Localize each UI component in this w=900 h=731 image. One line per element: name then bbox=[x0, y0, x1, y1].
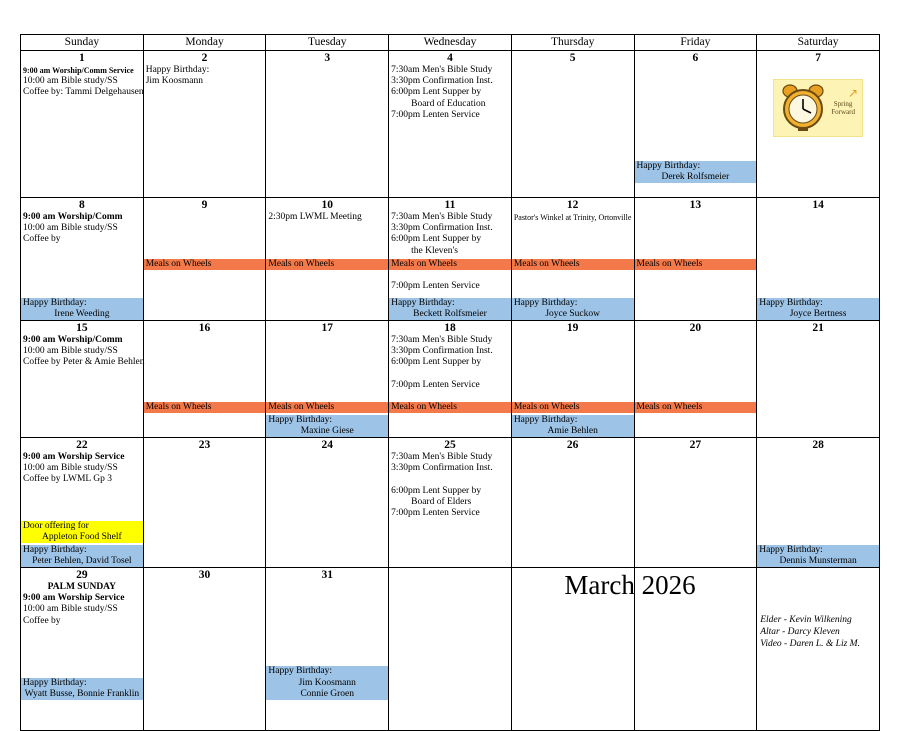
calendar-day-cell[interactable] bbox=[389, 198, 512, 321]
band-line: Happy Birthday: bbox=[268, 414, 332, 425]
day-content bbox=[512, 452, 634, 567]
day-event: 9:00 am Worship/Comm bbox=[23, 335, 123, 345]
day-event: 7:30am Men's Bible Study bbox=[391, 335, 493, 345]
day-event: Jim Koosmann bbox=[145, 76, 203, 87]
day-event: 7:00pm Lenten Service bbox=[391, 508, 480, 519]
meals-on-wheels-band bbox=[144, 402, 266, 413]
day-content bbox=[266, 212, 388, 320]
day-number: 23 bbox=[198, 439, 211, 451]
band-line: Happy Birthday: bbox=[391, 297, 455, 308]
band-line: Happy Birthday: bbox=[759, 544, 823, 555]
day-content bbox=[757, 452, 879, 567]
calendar-day-cell[interactable] bbox=[389, 568, 512, 731]
day-number: 4 bbox=[447, 52, 453, 64]
band-line: Meals on Wheels bbox=[268, 258, 335, 269]
meals-on-wheels-band bbox=[144, 259, 266, 270]
calendar-day-cell[interactable] bbox=[21, 198, 144, 321]
day-event: 7:00pm Lenten Service bbox=[391, 109, 480, 120]
day-event: Board of Education bbox=[411, 98, 486, 109]
day-content bbox=[512, 65, 634, 183]
day-event bbox=[389, 474, 511, 485]
birthday-band bbox=[757, 545, 879, 567]
day-content bbox=[144, 65, 266, 183]
day-content bbox=[757, 212, 879, 320]
day-number: 6 bbox=[692, 52, 699, 64]
day-event: Pastor's Winkel at Trinity, Ortonville bbox=[513, 213, 632, 222]
service-assignments bbox=[757, 612, 879, 652]
spring-forward-label: Spring Forward bbox=[831, 100, 855, 116]
day-content bbox=[21, 212, 143, 320]
door-offering-note bbox=[21, 521, 143, 543]
band-line: Joyce Suckow bbox=[545, 308, 600, 319]
day-event: 7:00pm Lenten Service bbox=[391, 379, 480, 390]
band-line: Appleton Food Shelf bbox=[42, 531, 122, 542]
band-line: Meals on Wheels bbox=[513, 258, 580, 269]
day-content bbox=[21, 335, 143, 437]
birthday-band bbox=[635, 161, 757, 183]
band-line: Amie Behlen bbox=[547, 425, 598, 436]
band-line: Meals on Wheels bbox=[391, 401, 457, 412]
calendar-day-cell[interactable] bbox=[143, 568, 266, 731]
calendar-day-cell[interactable] bbox=[757, 198, 880, 321]
day-number: 27 bbox=[689, 439, 702, 451]
day-event: the Kleven's bbox=[411, 245, 458, 256]
day-event: 9:00 am Worship/Comm Service bbox=[23, 66, 134, 75]
day-number: 2 bbox=[201, 52, 208, 64]
day-number: 30 bbox=[198, 569, 211, 581]
day-event: Coffee by: Tammi Delgehausen bbox=[23, 87, 144, 98]
day-event: 10:00 am Bible study/SS bbox=[23, 346, 118, 357]
calendar-day-cell[interactable] bbox=[21, 438, 144, 568]
band-line: Happy Birthday: bbox=[23, 677, 87, 688]
day-content bbox=[757, 335, 879, 437]
day-event: 10:00 am Bible study/SS bbox=[23, 223, 118, 234]
day-content bbox=[389, 582, 511, 700]
meals-on-wheels-band bbox=[389, 259, 511, 270]
assignment-line: Altar - Darcy Kleven bbox=[760, 627, 840, 637]
day-event: 6:00pm Lent Supper by bbox=[391, 357, 482, 368]
calendar-day-cell[interactable] bbox=[21, 321, 144, 438]
calendar-day-cell[interactable] bbox=[511, 321, 634, 438]
band-line: Meals on Wheels bbox=[145, 258, 212, 269]
calendar-day-cell[interactable] bbox=[266, 198, 389, 321]
band-line: Jim Koosmann bbox=[298, 677, 356, 688]
birthday-band bbox=[21, 678, 143, 700]
day-event: 7:30am Men's Bible Study bbox=[391, 212, 493, 222]
calendar-day-cell[interactable] bbox=[143, 321, 266, 438]
day-number: 10 bbox=[321, 199, 333, 211]
calendar-week-row bbox=[21, 568, 880, 731]
calendar-day-cell[interactable] bbox=[266, 321, 389, 438]
day-number: 31 bbox=[321, 569, 333, 581]
day-number: 25 bbox=[444, 439, 456, 451]
band-line: Connie Groen bbox=[300, 688, 355, 699]
day-number: 29 bbox=[76, 569, 88, 581]
calendar-table bbox=[20, 34, 880, 731]
day-number: 17 bbox=[321, 322, 333, 334]
birthday-band bbox=[21, 298, 143, 320]
day-content bbox=[635, 212, 757, 320]
calendar-day-cell[interactable] bbox=[634, 321, 757, 438]
day-event bbox=[389, 369, 511, 380]
day-content bbox=[757, 612, 879, 730]
calendar-day-cell[interactable] bbox=[757, 438, 880, 568]
weekday-header-wednesday: Wednesday bbox=[389, 35, 512, 51]
day-content bbox=[635, 452, 757, 567]
day-content bbox=[635, 335, 757, 437]
day-number: 1 bbox=[78, 52, 85, 64]
day-number: 7 bbox=[815, 52, 821, 64]
meals-on-wheels-band bbox=[389, 402, 511, 413]
birthday-band bbox=[512, 298, 634, 320]
day-event: 3:30pm Confirmation Inst. bbox=[391, 76, 493, 87]
calendar-day-cell[interactable] bbox=[143, 438, 266, 568]
day-content bbox=[757, 79, 879, 197]
meals-on-wheels-band bbox=[266, 402, 388, 413]
day-content bbox=[389, 335, 511, 437]
day-content bbox=[144, 582, 266, 700]
day-event: Coffee by LWML Gp 3 bbox=[23, 474, 112, 485]
day-number: 18 bbox=[444, 322, 456, 334]
calendar-day-cell[interactable] bbox=[143, 198, 266, 321]
day-content bbox=[144, 452, 266, 567]
birthday-band bbox=[512, 415, 634, 437]
band-line: Dennis Munsterman bbox=[779, 555, 857, 566]
calendar-day-cell[interactable] bbox=[266, 568, 389, 731]
band-line: Happy Birthday: bbox=[268, 666, 332, 677]
day-number: 19 bbox=[566, 322, 579, 334]
day-number: 3 bbox=[324, 52, 331, 64]
day-event: 7:30am Men's Bible Study bbox=[391, 452, 493, 462]
day-number: 8 bbox=[78, 199, 85, 211]
day-event: Coffee by bbox=[23, 234, 61, 245]
day-content bbox=[21, 65, 143, 183]
band-line: Maxine Giese bbox=[300, 425, 354, 436]
band-line: Peter Behlen, David Tosel bbox=[32, 555, 132, 566]
day-number: 15 bbox=[76, 322, 88, 334]
weekday-header-thursday: Thursday bbox=[511, 35, 634, 51]
day-content bbox=[389, 452, 511, 567]
day-event: PALM SUNDAY bbox=[47, 582, 117, 592]
calendar-day-cell[interactable] bbox=[389, 321, 512, 438]
day-number bbox=[389, 568, 511, 582]
weekday-header-friday: Friday bbox=[634, 35, 757, 51]
day-number: 11 bbox=[444, 199, 456, 211]
calendar-day-cell[interactable] bbox=[757, 51, 880, 198]
day-number: 28 bbox=[812, 439, 824, 451]
day-content bbox=[144, 212, 266, 320]
calendar-day-cell[interactable] bbox=[389, 438, 512, 568]
calendar-day-cell[interactable] bbox=[634, 51, 757, 198]
meals-on-wheels-band bbox=[512, 259, 634, 270]
calendar-day-cell[interactable] bbox=[634, 198, 757, 321]
weekday-header-tuesday: Tuesday bbox=[266, 35, 389, 51]
alarm-clock-icon bbox=[778, 82, 828, 132]
day-content bbox=[266, 335, 388, 437]
calendar-day-cell[interactable] bbox=[389, 51, 512, 198]
band-line: Beckett Rolfsmeier bbox=[413, 308, 487, 319]
band-line: Joyce Bertness bbox=[789, 308, 847, 319]
day-content bbox=[144, 335, 266, 437]
day-event: 2:30pm LWML Meeting bbox=[268, 212, 362, 222]
day-event: 6:00pm Lent Supper by bbox=[391, 87, 482, 98]
day-number: 21 bbox=[812, 322, 824, 334]
weekday-header-saturday: Saturday bbox=[757, 35, 880, 51]
day-number: 5 bbox=[569, 52, 576, 64]
day-content bbox=[21, 452, 143, 567]
band-line: Meals on Wheels bbox=[391, 258, 457, 269]
band-line: Happy Birthday: bbox=[636, 160, 701, 171]
page-title: March 2026 bbox=[564, 570, 696, 600]
band-line: 7:00pm Lenten Service bbox=[391, 280, 480, 291]
day-number: 16 bbox=[198, 322, 211, 334]
meals-on-wheels-band bbox=[512, 402, 634, 413]
calendar-day-cell[interactable] bbox=[266, 51, 389, 198]
day-number: 24 bbox=[321, 439, 333, 451]
day-content bbox=[512, 335, 634, 437]
day-number: 14 bbox=[812, 199, 824, 211]
band-line: Meals on Wheels bbox=[636, 258, 703, 269]
day-content bbox=[389, 65, 511, 183]
day-number: 26 bbox=[566, 439, 579, 451]
band-line: Happy Birthday: bbox=[23, 297, 87, 308]
band-line: Happy Birthday: bbox=[513, 297, 578, 308]
band-line: Meals on Wheels bbox=[636, 401, 703, 412]
calendar-week-row bbox=[21, 198, 880, 321]
band-line: Meals on Wheels bbox=[145, 401, 212, 412]
calendar-day-cell[interactable] bbox=[511, 438, 634, 568]
day-event: Board of Elders bbox=[411, 496, 472, 507]
band-line: Wyatt Busse, Bonnie Franklin bbox=[24, 688, 140, 699]
day-content bbox=[635, 65, 757, 183]
day-content bbox=[21, 582, 143, 700]
calendar-day-cell[interactable] bbox=[143, 51, 266, 198]
day-number: 20 bbox=[689, 322, 702, 334]
calendar-day-cell[interactable] bbox=[21, 51, 144, 198]
day-event: 3:30pm Confirmation Inst. bbox=[391, 223, 493, 234]
calendar-week-row bbox=[21, 51, 880, 198]
calendar-body bbox=[21, 51, 880, 731]
calendar-day-cell[interactable] bbox=[21, 568, 144, 731]
day-event: 10:00 am Bible study/SS bbox=[23, 463, 118, 474]
calendar-day-cell[interactable] bbox=[266, 438, 389, 568]
weekday-header-sunday: Sunday bbox=[21, 35, 144, 51]
day-content bbox=[266, 582, 388, 700]
day-event: 10:00 am Bible study/SS bbox=[23, 76, 118, 87]
calendar-day-cell[interactable] bbox=[511, 198, 634, 321]
meals-on-wheels-band bbox=[635, 402, 757, 413]
birthday-band bbox=[389, 298, 511, 320]
meals-on-wheels-band bbox=[266, 259, 388, 270]
day-number: 12 bbox=[566, 199, 579, 211]
day-event: 6:00pm Lent Supper by bbox=[391, 234, 482, 245]
band-line: Happy Birthday: bbox=[513, 414, 578, 425]
day-number: 13 bbox=[689, 199, 702, 211]
band-line: Meals on Wheels bbox=[268, 401, 335, 412]
band-line: Meals on Wheels bbox=[513, 401, 580, 412]
birthday-band bbox=[266, 415, 388, 437]
calendar-day-cell[interactable] bbox=[511, 51, 634, 198]
day-number bbox=[757, 568, 879, 582]
day-content bbox=[389, 212, 511, 320]
day-content bbox=[512, 212, 634, 320]
band-line: Door offering for bbox=[23, 520, 89, 531]
weekday-header-monday: Monday bbox=[143, 35, 266, 51]
day-event: Coffee by Peter & Amie Behlen bbox=[23, 357, 145, 368]
day-event: 3:30pm Confirmation Inst. bbox=[391, 346, 493, 357]
day-event: 3:30pm Confirmation Inst. bbox=[391, 463, 493, 474]
band-line: Derek Rolfsmeier bbox=[661, 171, 730, 182]
day-number: 9 bbox=[201, 199, 208, 211]
band-line: Happy Birthday: bbox=[23, 544, 87, 555]
calendar-day-cell[interactable] bbox=[634, 438, 757, 568]
day-content bbox=[266, 65, 388, 183]
assignment-line: Video - Daren L. & Liz M. bbox=[760, 639, 860, 649]
birthday-band bbox=[21, 545, 143, 567]
day-event: Coffee by bbox=[23, 615, 61, 626]
day-content bbox=[266, 452, 388, 567]
day-event: 9:00 am Worship Service bbox=[23, 593, 125, 604]
calendar-day-cell[interactable] bbox=[757, 568, 880, 731]
meals-on-wheels-band bbox=[635, 259, 757, 270]
band-line: Irene Weeding bbox=[54, 308, 110, 319]
arrow-up-icon: ↗ bbox=[848, 86, 859, 100]
day-event: Happy Birthday: bbox=[145, 65, 210, 75]
day-number: 22 bbox=[76, 439, 88, 451]
day-event: 9:00 am Worship Service bbox=[23, 452, 125, 462]
day-event: 6:00pm Lent Supper by bbox=[391, 485, 482, 496]
calendar-day-cell[interactable] bbox=[757, 321, 880, 438]
spring-forward-graphic bbox=[773, 79, 863, 137]
day-event: 9:00 am Worship/Comm bbox=[23, 212, 123, 222]
assignment-line: Elder - Kevin Wilkening bbox=[760, 615, 852, 625]
birthday-band bbox=[757, 298, 879, 320]
day-event: 7:30am Men's Bible Study bbox=[391, 65, 493, 75]
calendar-week-row bbox=[21, 321, 880, 438]
weekday-header-row bbox=[21, 35, 880, 51]
band-line: Happy Birthday: bbox=[759, 297, 823, 308]
day-event: 10:00 am Bible study/SS bbox=[23, 604, 118, 615]
day-note bbox=[389, 281, 511, 292]
calendar-week-row bbox=[21, 438, 880, 568]
